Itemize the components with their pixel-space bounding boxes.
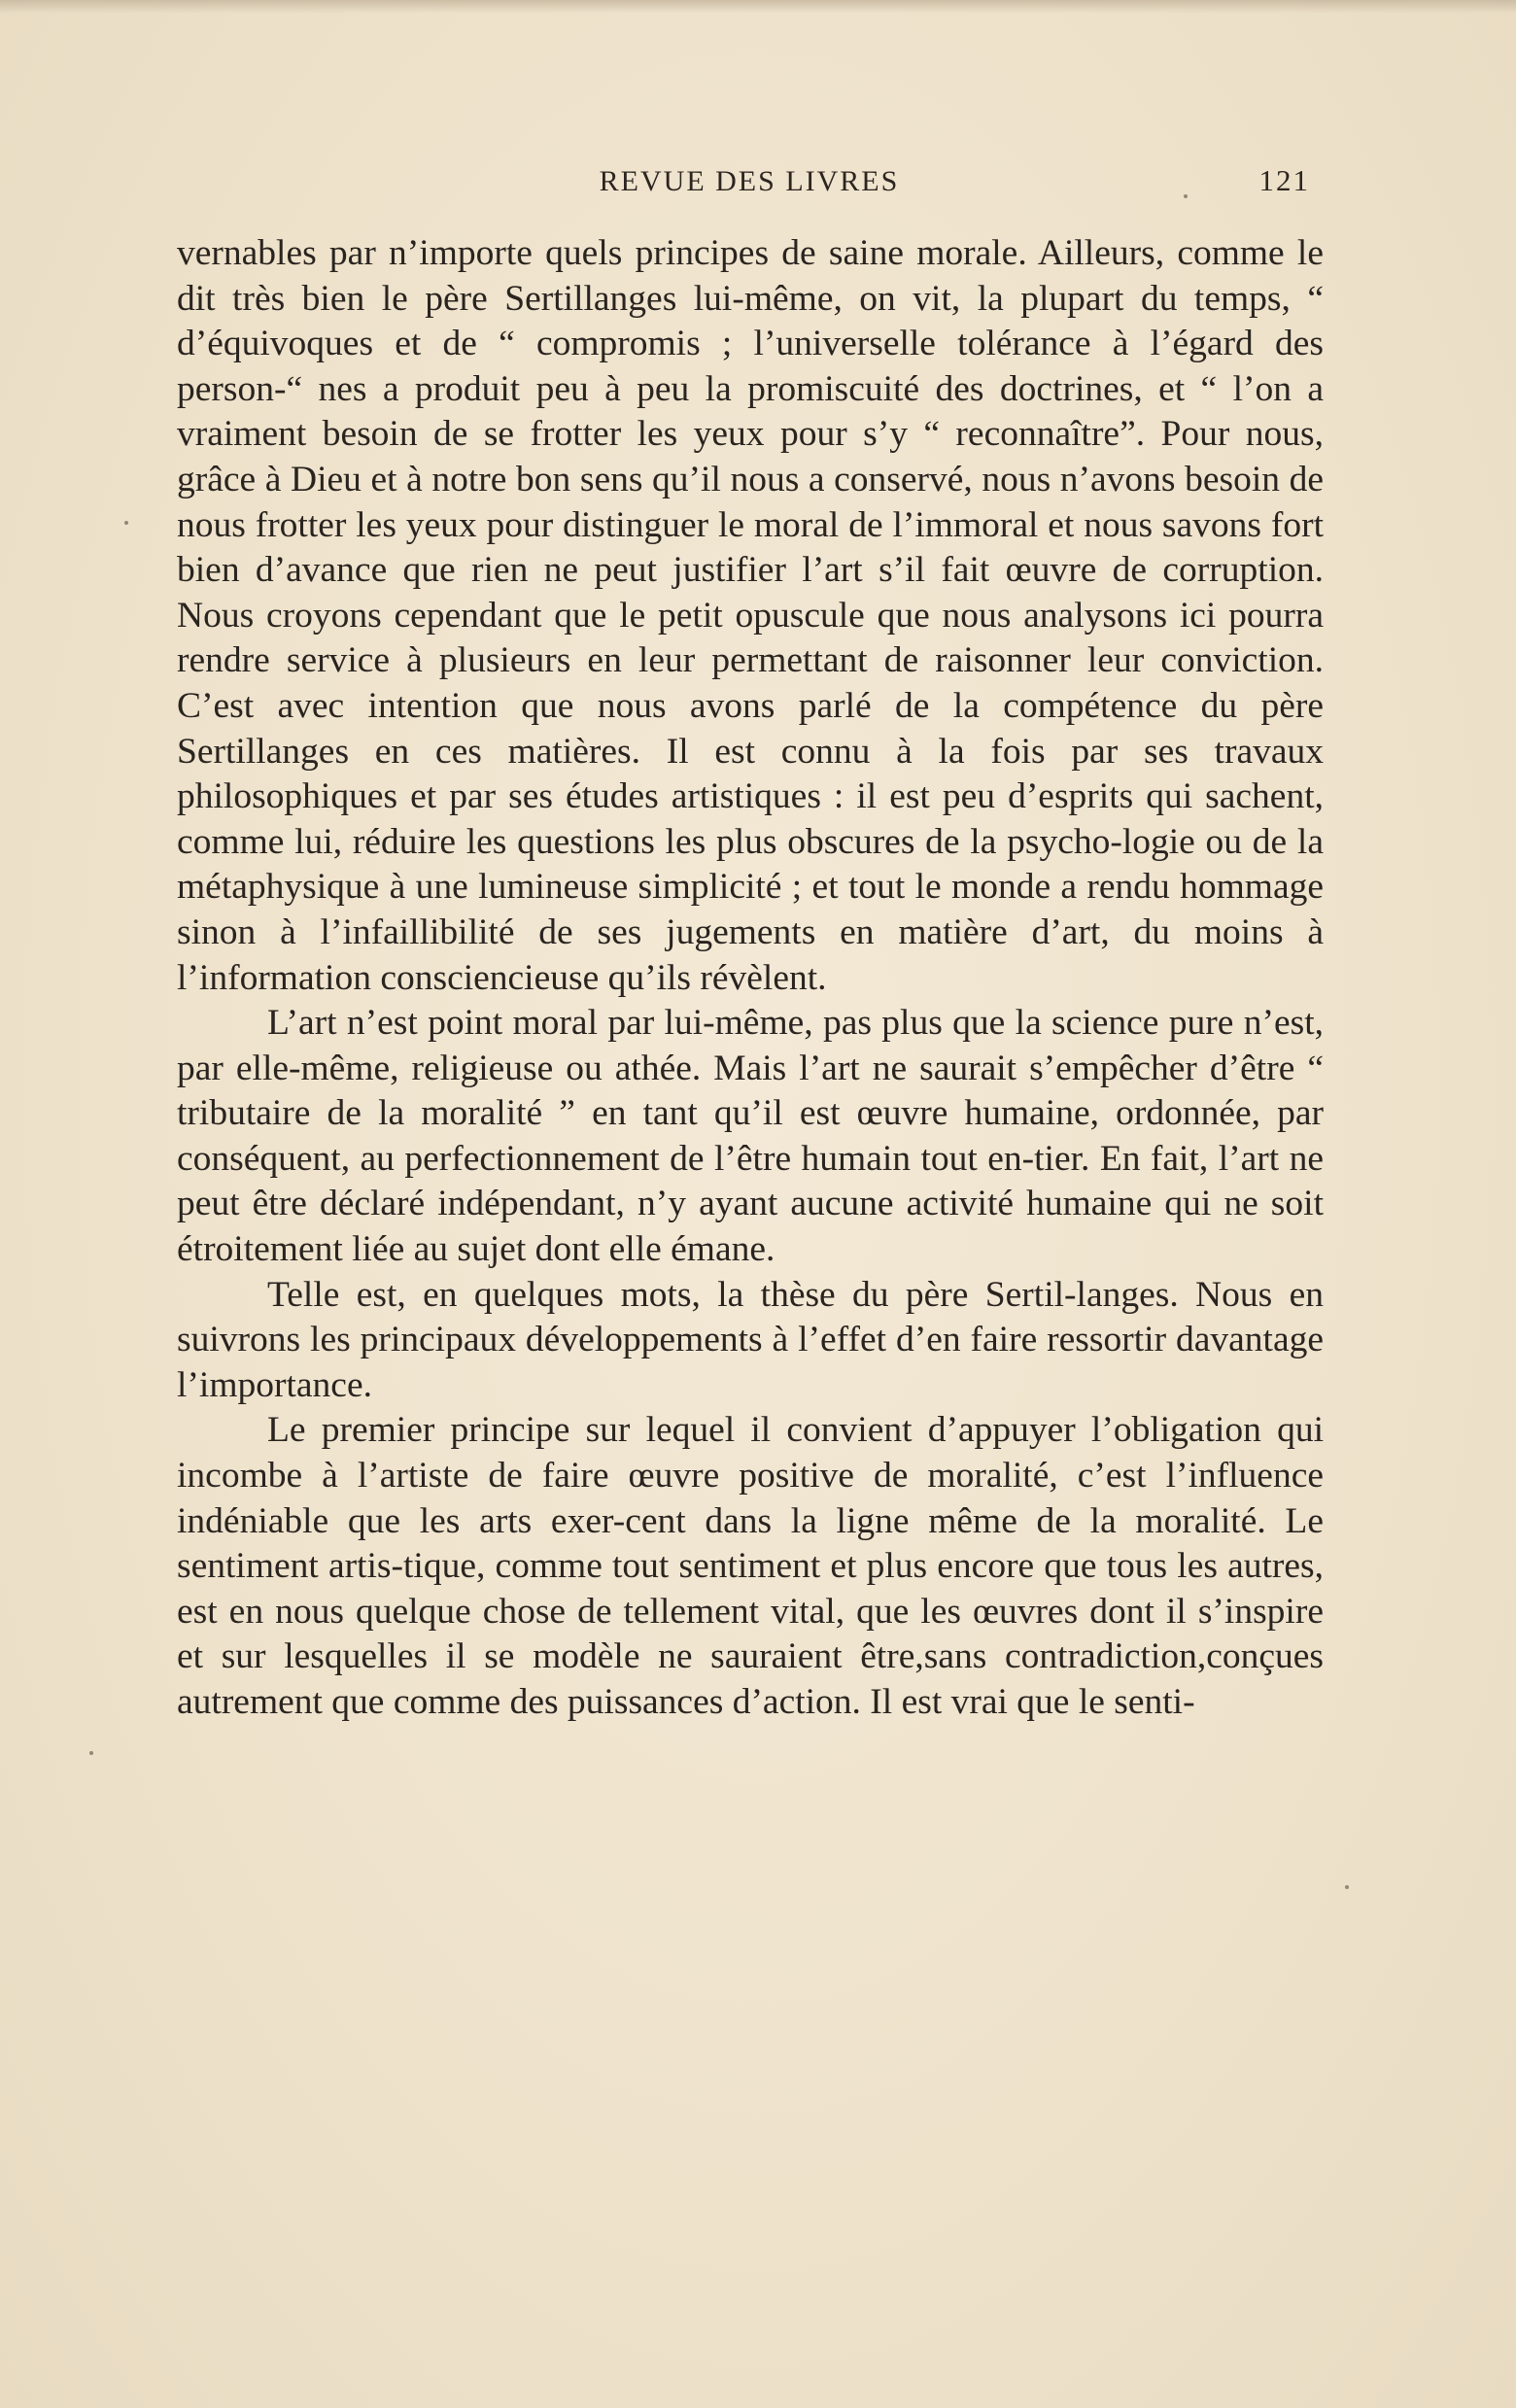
running-head [177,163,1322,206]
paragraph: Telle est, en quelques mots, la thèse du père Sertil-langes. Nous en suivrons les principaux développements à l’effet d’en faire ressortir davantage l’importance. [177,1274,1324,1405]
page-number: 121 [1258,163,1310,197]
paragraph: vernables par n’importe quels principes de saine morale. Ailleurs, comme le dit très bien le père Sertillanges lui-même, on vit, la plupart du temps, “ d’équivoques et de “ compromis ; l’universelle tolérance à l’égard des person-“ nes a produit peu à peu la promiscuité des doctrines, et “ l’on a vraiment besoin de se frotter les yeux pour s’y “ reconnaître”. Pour nous, grâce à Dieu et à notre bon sens qu’il nous a conservé, nous n’avons besoin de nous frotter les yeux pour distinguer le moral de l’immoral et nous savons fort bien d’avance que rien ne peut justifier l’art s’il fait œuvre de corruption. Nous croyons cependant que le petit opuscule que nous analysons ici pourra rendre service à plusieurs en leur permettant de raisonner leur conviction. C’est avec intention que nous avons parlé de la compétence du père Sertillanges en ces matières. Il est connu à la fois par ses travaux philosophiques et par ses études artistiques : il est peu d’esprits qui sachent, comme lui, réduire les questions les plus obscures de la psycho-logie ou de la métaphysique à une lumineuse simplicité ; et tout le monde a rendu hommage sinon à l’infaillibilité de ses jugements en matière d’art, du moins à l’information consciencieuse qu’ils révèlent. [177,233,1324,998]
running-title: REVUE DES LIVRES [599,165,900,197]
body-text [177,231,1324,1726]
paragraph: L’art n’est point moral par lui-même, pas plus que la science pure n’est, par elle-même, religieuse ou athée. Mais l’art ne saurait s’empêcher d’être “ tributaire de la moralité ” en tant qu’il est œuvre humaine, ordonnée, par conséquent, au perfectionnement de l’être humain tout en-tier. En fait, l’art ne peut être déclaré indépendant, n’y ayant aucune activité humaine qui ne soit étroitement liée au sujet dont elle émane. [177,1003,1324,1270]
paper-speck [1184,194,1188,198]
paper-speck [89,1751,93,1755]
page-top-edge [0,0,1516,14]
paper-speck [124,521,128,525]
paper-speck [1345,1885,1349,1889]
paragraph: Le premier principe sur lequel il convient d’appuyer l’obligation qui incombe à l’artiste de faire œuvre positive de moralité, c’est l’influence indéniable que les arts exer-cent dans la ligne même de la moralité. Le sentiment artis-tique, comme tout sentiment et plus encore que tous les autres, est en nous quelque chose de tellement vital, que les œuvres dont il s’inspire et sur lesquelles il se modèle ne sauraient être,sans contradiction,conçues autrement que comme des puissances d’action. Il est vrai que le senti- [177,1410,1324,1722]
